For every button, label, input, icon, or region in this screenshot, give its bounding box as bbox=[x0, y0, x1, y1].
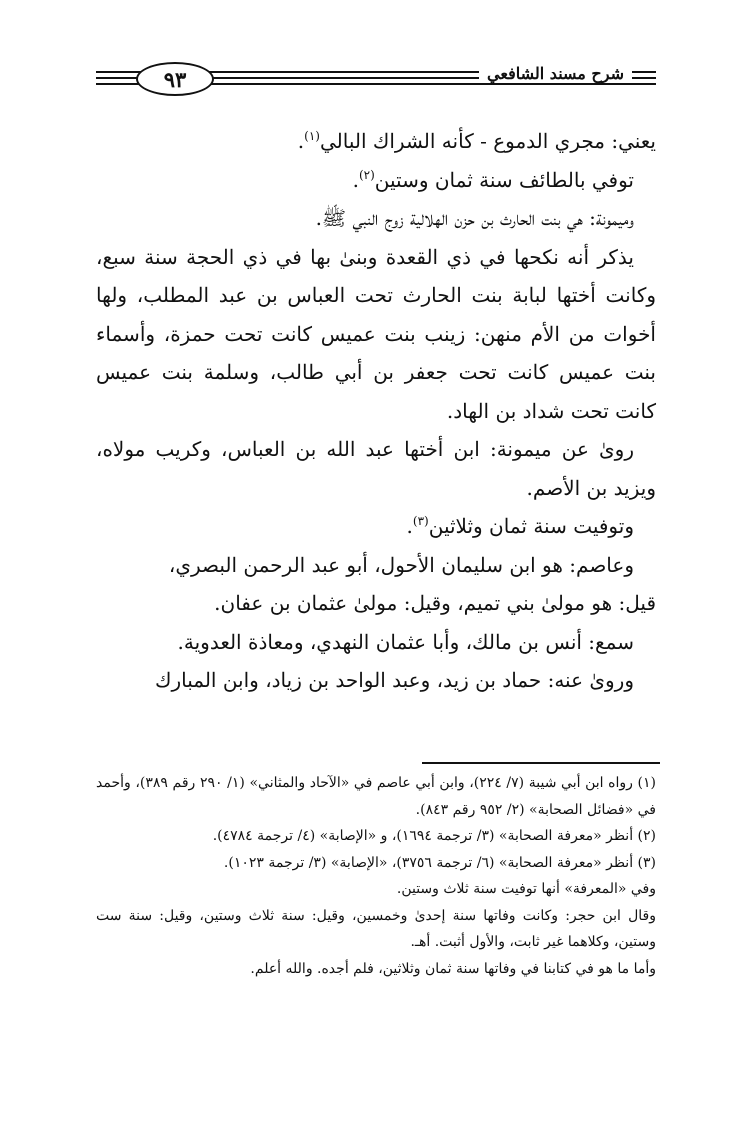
main-text bbox=[96, 122, 656, 700]
paragraph: وعاصم: هو ابن سليمان الأحول، أبو عبد الرحمن البصري، bbox=[168, 552, 634, 577]
footnote: (١) رواه ابن أبي شيبة (٧/ ٢٢٤)، وابن أبي عاصم في «الآحاد والمثاني» (١/ ٢٩٠ رقم ٣٨٩)، وأحمد في «فضائل الصحابة» (٢/ ٩٥٢ رقم ٨٤٣). bbox=[96, 775, 657, 818]
footnote-separator bbox=[422, 762, 660, 764]
page-header bbox=[96, 62, 656, 96]
paragraph: قيل: هو مولىٰ بني تميم، وقيل: مولىٰ عثمان بن عفان. bbox=[214, 591, 656, 615]
footnote-note: وأما ما هو في كتابنا في وفاتها سنة ثمان وثلاثين، فلم أجده. والله أعلم. bbox=[250, 960, 656, 977]
footnote: (٢) أنظر «معرفة الصحابة» (٣/ ترجمة ١٦٩٤)، و «الإصابة» (٤/ ترجمة ٤٧٨٤). bbox=[212, 828, 656, 844]
footnote-ref[interactable]: (١) bbox=[304, 129, 320, 143]
footnote-note: وفي «المعرفة» أنها توفيت سنة ثلاث وستين. bbox=[396, 881, 656, 897]
paragraph: روىٰ عن ميمونة: ابن أختها عبد الله بن العباس، وكريب مولاه، ويزيد بن الأصم. bbox=[96, 437, 656, 500]
paragraph: وميمونة: هي بنت الحارث بن حزن الهلالية زوج النبي ﷺ. bbox=[315, 206, 634, 230]
paragraph: وتوفيت سنة ثمان وثلاثين$^{(٣)}$. bbox=[406, 514, 634, 538]
page-number: ٩٣ bbox=[136, 62, 214, 96]
paragraph: يذكر أنه نكحها في ذي القعدة وبنىٰ بها في ذي الحجة سنة سبع، وكانت أختها لبابة بنت الحارث تحت العباس بن عبد المطلب، ولها أخوات من الأم منهن: زينب بنت عميس كانت تحت حمزة، وأسماء بنت عميس كانت تحت جعفر بن أبي طالب، وسلمة بنت عميس كانت تحت شداد بن الهاد. bbox=[96, 244, 656, 423]
paragraph: سمع: أنس بن مالك، وأبا عثمان النهدي، ومعاذة العدوية. bbox=[177, 629, 634, 654]
footnote-ref[interactable]: (٢) bbox=[358, 167, 375, 182]
paragraph: توفي بالطائف سنة ثمان وستين$^{(٢)}$. bbox=[352, 167, 634, 192]
running-title: شرح مسند الشافعي bbox=[479, 64, 632, 83]
paragraph: يعني: مجري الدموع - كأنه الشراك البالي$^{(١)}$. bbox=[297, 129, 656, 153]
footnote-note: وقال ابن حجر: وكانت وفاتها سنة إحدىٰ وخمسين، وقيل: سنة ثلاث وستين، وقيل: سنة ست وستين، وكلاهما غير ثابت، والأول أثبت. أهـ. bbox=[96, 907, 656, 950]
footnotes bbox=[96, 770, 656, 982]
footnote: (٣) أنظر «معرفة الصحابة» (٦/ ترجمة ٣٧٥٦)، «الإصابة» (٣/ ترجمة ١٠٢٣). bbox=[223, 854, 656, 871]
paragraph: وروىٰ عنه: حماد بن زيد، وعبد الواحد بن زياد، وابن المبارك bbox=[154, 668, 634, 692]
footnote-ref[interactable]: (٣) bbox=[412, 514, 429, 528]
